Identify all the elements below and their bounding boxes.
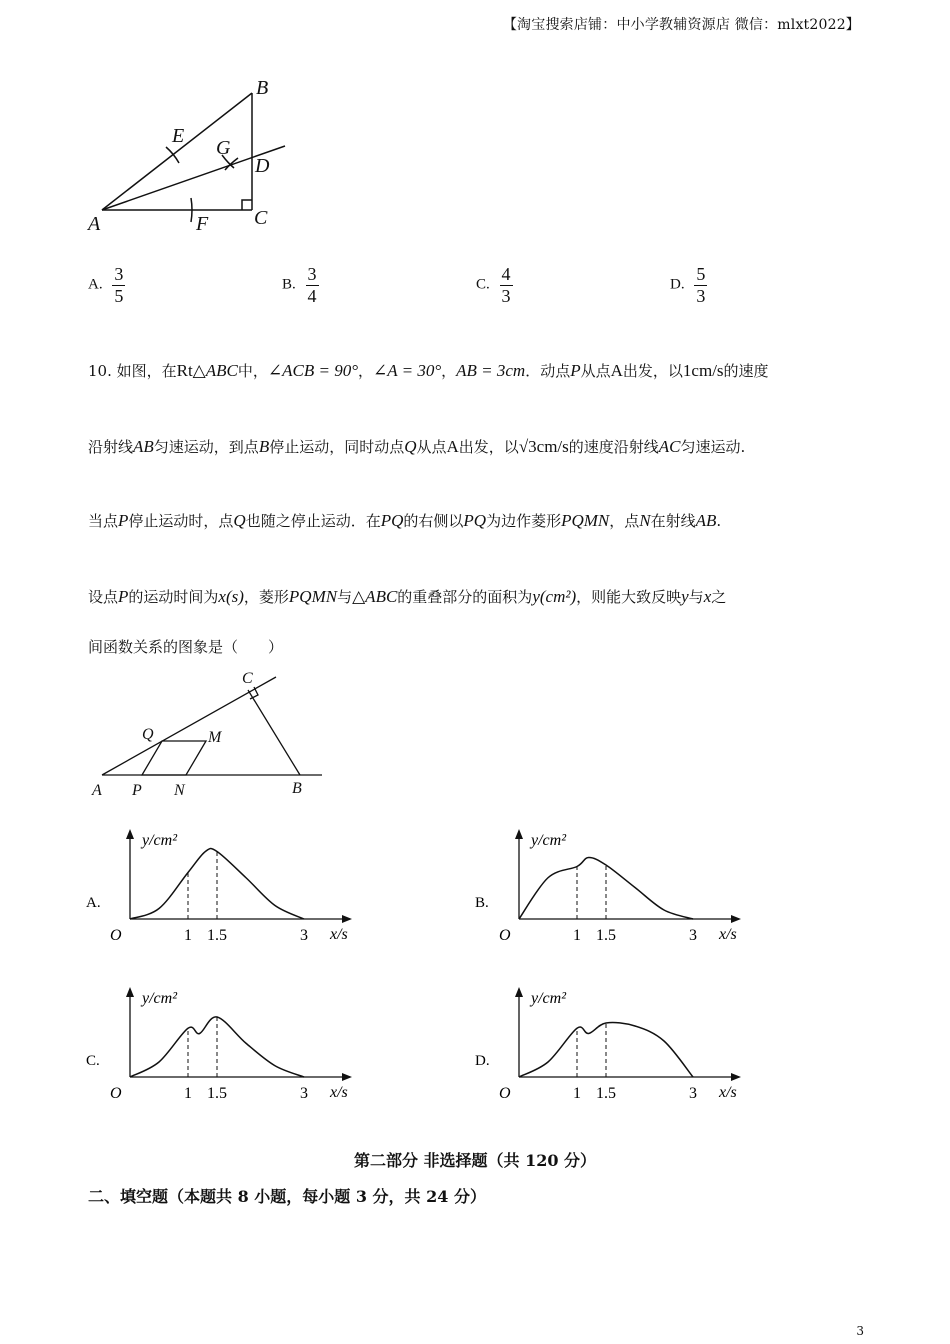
q10-line-3: 当点P停止运动时，点Q也随之停止运动．在PQ的右侧以PQ为边作菱形PQMN，点N在射线AB. <box>88 511 722 530</box>
label-n: N <box>174 782 185 799</box>
q10-line-5: 间函数关系的图象是（ ） <box>88 638 284 656</box>
graph-2-option-label: B. <box>475 895 489 911</box>
label-a: A <box>88 213 101 235</box>
graph-3-option-label: C. <box>86 1053 100 1069</box>
graph-4-y-label: y/cm² <box>531 990 566 1007</box>
graph-1-x-label: x/s <box>330 926 348 943</box>
graph-1-y-label: y/cm² <box>142 832 177 849</box>
graph-1-option-label: A. <box>86 895 101 911</box>
page-number: 3 <box>856 1324 864 1338</box>
label-b: B <box>256 77 269 99</box>
label-p: P <box>132 782 142 799</box>
q9-option-d[interactable]: D. $\frac{5}{3}$ <box>670 264 706 306</box>
graph-4-tick-label-3: 3 <box>689 1085 697 1102</box>
q10-line-2: 沿射线AB匀速运动，到点B停止运动，同时动点Q从点A出发，以√3cm/s的速度沿射线AC匀速运动. <box>88 437 746 456</box>
graph-4-x-label: x/s <box>719 1084 737 1101</box>
graph-3-origin-label: O <box>110 1085 122 1102</box>
graph-2-tick-label-3: 3 <box>689 927 697 944</box>
graph-4-y-arrow <box>515 987 523 997</box>
label-m: M <box>208 729 222 746</box>
label-q: Q <box>142 726 154 743</box>
graph-4-origin-label: O <box>499 1085 511 1102</box>
graph-2-tick-label-1-5: 1.5 <box>596 927 616 944</box>
graph-2-y-arrow <box>515 829 523 839</box>
graph-2-tick-label-1: 1 <box>573 927 581 944</box>
graph-2-y-label: y/cm² <box>531 832 566 849</box>
label-f: F <box>196 213 209 235</box>
label-a2: A <box>92 782 102 799</box>
label-c2: C <box>242 670 253 687</box>
page-header: 【淘宝搜索店铺：中小学教辅资源店 微信：mlxt2022】 <box>502 17 860 33</box>
label-e: E <box>172 125 185 147</box>
q10-line-4: 设点P的运动时间为x(s)，菱形PQMN与△ABC的重叠部分的面积为y(cm²)，则能大致反映y与x之 <box>88 587 727 606</box>
graph-2-origin-label: O <box>499 927 511 944</box>
graph-3-tick-label-1-5: 1.5 <box>207 1085 227 1102</box>
label-c: C <box>254 207 268 229</box>
graph-3-y-label: y/cm² <box>142 990 177 1007</box>
graph-4-option-label: D. <box>475 1053 490 1069</box>
graph-3-tick-label-3: 3 <box>300 1085 308 1102</box>
graph-1-tick-label-1-5: 1.5 <box>207 927 227 944</box>
graph-1-x-arrow <box>342 915 352 923</box>
q10-line-1: 10. 如图，在Rt△ABC中，∠ACB = 90°，∠A = 30°，AB = 3cm．动点P从点A出发，以1cm/s的速度 <box>88 361 769 380</box>
graph-3-y-arrow <box>126 987 134 997</box>
graph-4-tick-label-1: 1 <box>573 1085 581 1102</box>
graph-2-x-arrow <box>731 915 741 923</box>
graph-1-tick-label-3: 3 <box>300 927 308 944</box>
graph-4-tick-label-1-5: 1.5 <box>596 1085 616 1102</box>
q9-option-b[interactable]: B. $\frac{3}{4}$ <box>282 264 317 306</box>
label-d: D <box>255 155 270 177</box>
graph-3-x-label: x/s <box>330 1084 348 1101</box>
label-g: G <box>216 137 231 159</box>
graph-4-x-arrow <box>731 1073 741 1081</box>
graph-2-x-label: x/s <box>719 926 737 943</box>
q9-option-c[interactable]: C. $\frac{4}{3}$ <box>476 264 511 306</box>
fill-in-blank-title: 二、填空题（本题共 8 小题，每小题 3 分，共 24 分） <box>88 1187 486 1206</box>
graph-3-x-arrow <box>342 1073 352 1081</box>
label-b2: B <box>292 780 302 797</box>
graph-3-tick-label-1: 1 <box>184 1085 192 1102</box>
graph-1-tick-label-1: 1 <box>184 927 192 944</box>
section-title: 第二部分 非选择题（共 120 分） <box>353 1151 597 1170</box>
graph-1-y-arrow <box>126 829 134 839</box>
q9-option-a[interactable]: A. $\frac{3}{5}$ <box>88 264 124 306</box>
graph-1-origin-label: O <box>110 927 122 944</box>
